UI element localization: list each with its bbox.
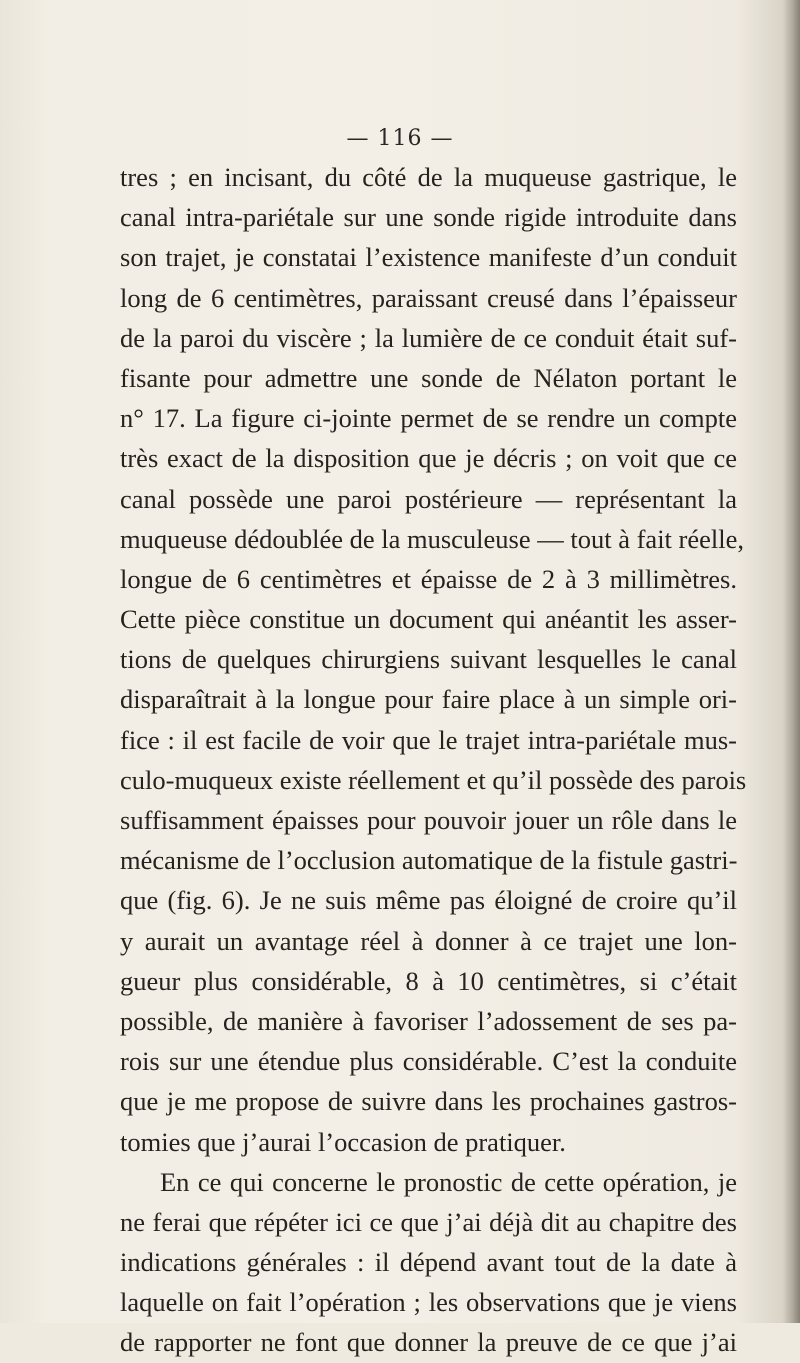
text-line-8: très exact de la disposition que je décris ; on voit que ce xyxy=(120,443,737,474)
text-line-7: n° 17. La figure ci-jointe permet de se rendre un compte xyxy=(120,403,737,434)
text-line-9: canal possède une paroi postérieure — représentant la xyxy=(120,483,737,514)
text-line-30: de rapporter ne font que donner la preuve de ce que j’ai xyxy=(120,1327,737,1358)
text-line-26: En ce qui concerne le pronostic de cette opération, je xyxy=(160,1166,737,1197)
text-line-2: canal intra-pariétale sur une sonde rigide introduite dans xyxy=(120,202,737,233)
text-line-21: gueur plus considérable, 8 à 10 centimètres, si c’était xyxy=(120,965,737,996)
text-line-19: que (fig. 6). Je ne suis même pas éloigné de croire qu’il xyxy=(120,885,737,916)
text-line-16: culo-muqueux existe réellement et qu’il possède des parois xyxy=(120,764,747,795)
text-line-25: tomies que j’aurai l’occasion de pratiquer. xyxy=(120,1126,566,1157)
page-edge-shadow xyxy=(782,0,800,1323)
page-number: — 116 — xyxy=(346,126,454,151)
text-line-23: rois sur une étendue plus considérable. C’est la conduite xyxy=(120,1046,737,1077)
text-line-4: long de 6 centimètres, paraissant creusé dans l’épaisseur xyxy=(120,282,737,313)
text-line-3: son trajet, je constatai l’existence manifeste d’un conduit xyxy=(120,242,737,273)
text-line-27: ne ferai que répéter ici ce que j’ai déjà dit au chapitre des xyxy=(120,1206,737,1237)
text-line-17: suffisamment épaisses pour pouvoir jouer un rôle dans le xyxy=(120,805,737,835)
text-line-15: fice : il est facile de voir que le trajet intra-pariétale mus- xyxy=(120,724,737,755)
text-line-12: Cette pièce constitue un document qui anéantit les asser- xyxy=(120,604,737,635)
text-line-24: que je me propose de suivre dans les prochaines gastros- xyxy=(120,1086,737,1117)
text-line-1: tres ; en incisant, du côté de la muqueuse gastrique, le xyxy=(120,162,737,192)
text-line-20: y aurait un avantage réel à donner à ce trajet une lon- xyxy=(120,925,737,956)
text-line-22: possible, de manière à favoriser l’adossement de ses pa- xyxy=(120,1005,737,1036)
text-line-10: muqueuse dédoublée de la musculeuse — tout à fait réelle, xyxy=(120,523,745,554)
text-line-13: tions de quelques chirurgiens suivant lesquelles le canal xyxy=(120,644,737,675)
text-line-14: disparaîtrait à la longue pour faire place à un simple ori- xyxy=(120,684,737,715)
text-line-6: fisante pour admettre une sonde de Nélaton portant le xyxy=(120,362,737,393)
text-line-28: indications générales : il dépend avant tout de la date à xyxy=(120,1247,737,1278)
text-line-29: laquelle on fait l’opération ; les observations que je viens xyxy=(120,1287,737,1318)
body-text xyxy=(120,157,747,1363)
text-line-18: mécanisme de l’occlusion automatique de la fistule gastri- xyxy=(120,845,738,876)
text-line-5: de la paroi du viscère ; la lumière de ce conduit était suf- xyxy=(120,322,737,353)
text-line-11: longue de 6 centimètres et épaisse de 2 à 3 millimètres. xyxy=(120,563,737,594)
